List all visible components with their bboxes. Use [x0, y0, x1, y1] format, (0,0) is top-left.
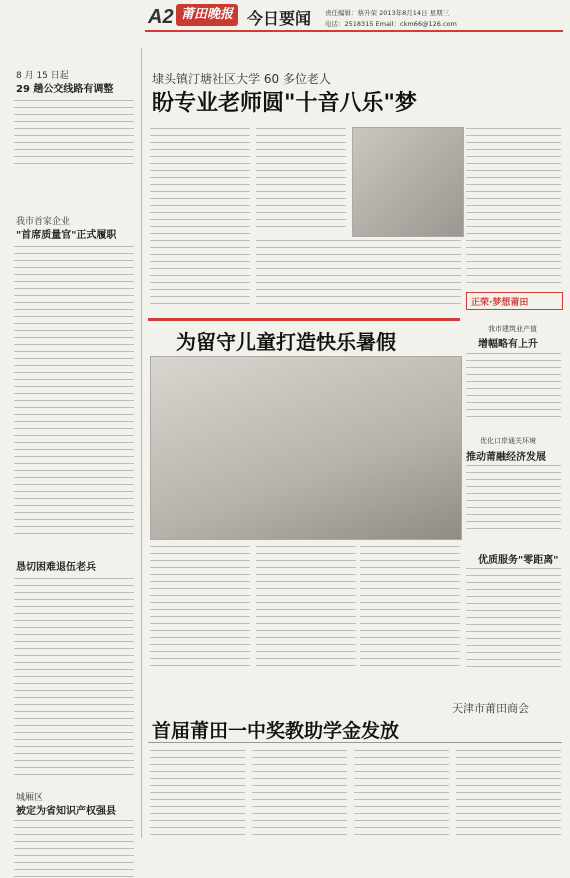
brief-headline-veterans: 恳切困难退伍老兵 — [16, 562, 96, 573]
right-kicker-customs: 优化口岸通关环境 — [480, 437, 536, 445]
main-body-col1 — [150, 128, 250, 306]
brief-body-veterans — [14, 578, 134, 778]
brief-headline-ip: 被定为省知识产权强县 — [16, 806, 116, 817]
main-kicker: 埭头镇汀塘社区大学 60 多位老人 — [152, 72, 331, 86]
brief-body-bus — [14, 100, 134, 170]
left-column — [0, 38, 140, 847]
main-photo — [352, 127, 464, 237]
right-headline-service: 优质服务"零距离" — [478, 555, 559, 566]
brief-headline-bus: 29 趟公交线路有调整 — [16, 84, 114, 95]
right-body-construction — [466, 353, 561, 418]
bottom-rule — [148, 742, 562, 743]
brief-body-ip — [14, 820, 134, 878]
right-headline-customs: 推动莆融经济发展 — [466, 452, 546, 463]
right-kicker-construction: 我市建筑业产值 — [488, 325, 537, 333]
bottom-headline: 首届莆田一中奖教助学金发放 — [152, 720, 400, 742]
brief-body-quality — [14, 246, 134, 536]
bottom-body-col3 — [354, 750, 449, 840]
paper-logo: 莆田晚报 — [176, 4, 238, 26]
feature-photo — [150, 356, 462, 540]
right-tag — [466, 292, 563, 310]
bottom-body-col2 — [252, 750, 347, 840]
brief-kicker-ip: 城厢区 — [16, 793, 44, 803]
right-body-customs — [466, 465, 561, 535]
right-body-service — [466, 568, 561, 668]
right-headline-construction: 增幅略有上升 — [478, 339, 538, 350]
right-tag-label: 正荣·梦想莆田 — [471, 298, 529, 308]
brief-kicker-quality: 我市首家企业 — [16, 217, 71, 227]
masthead — [0, 0, 570, 38]
column-divider — [141, 48, 142, 838]
masthead-rule — [145, 30, 563, 32]
bottom-body-col1 — [150, 750, 245, 840]
feature-body-col1 — [150, 546, 250, 666]
feature-body-col2 — [256, 546, 356, 666]
feature-body-col3 — [360, 546, 460, 666]
brief-headline-quality: "首席质量官"正式履职 — [16, 230, 117, 241]
brief-date: 8 月 15 日起 — [16, 71, 69, 81]
bottom-body-col4 — [456, 750, 561, 840]
bottom-kicker: 天津市莆田商会 — [452, 702, 529, 715]
feature-headline: 为留守儿童打造快乐暑假 — [176, 330, 396, 354]
section-title: 今日要闻 — [247, 9, 312, 28]
main-body-col3 — [466, 128, 561, 288]
main-headline: 盼专业老师圆"十音八乐"梦 — [152, 91, 417, 116]
contact-line: 电话：2518315 Email：ckm66@126.com — [325, 20, 457, 28]
editor-line: 责任编辑：蔡升荣 2013年8月14日 星期三 — [325, 9, 450, 17]
main-body-col2 — [256, 128, 346, 233]
page-number: A2 — [148, 6, 174, 28]
feature-bar — [148, 318, 460, 321]
main-body-bottom — [256, 240, 461, 310]
